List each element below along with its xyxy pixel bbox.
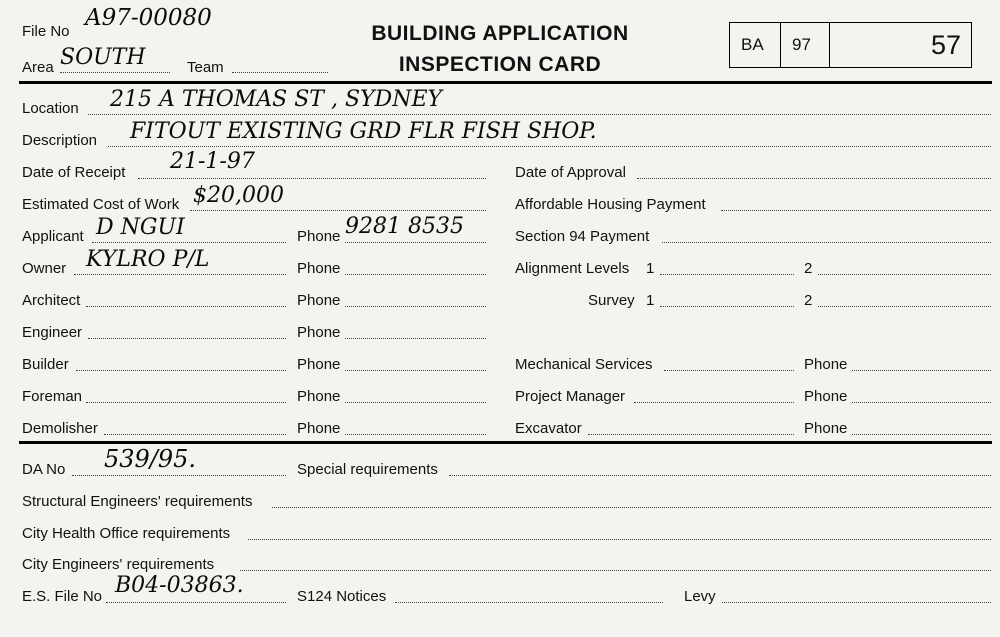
card-title-line2: INSPECTION CARD [398,53,602,76]
pm-phone-line [852,402,991,403]
da-line [72,475,286,476]
pm-phone-label: Phone [804,388,848,405]
applicant-phone-value: 9281 8535 [345,214,464,239]
cost-label: Estimated Cost of Work [22,196,180,213]
excavator-label: Excavator [515,420,582,437]
da-label: DA No [22,461,66,478]
card-number: 57 [930,30,961,60]
survey-2-line [818,306,991,307]
owner-phone-line [345,274,486,275]
location-line [88,114,991,115]
receipt-line [138,178,486,179]
mech-phone-label: Phone [804,356,848,373]
description-line [108,146,991,147]
excavator-phone-label: Phone [804,420,848,437]
builder-phone-label: Phone [297,356,341,373]
survey-1-label: 1 [646,292,655,309]
file-no-label: File No [22,23,70,40]
area-line [60,72,170,73]
pm-label: Project Manager [515,388,626,405]
survey-1-line [660,306,794,307]
cost-line [190,210,486,211]
es-line [106,602,286,603]
builder-phone-line [345,370,486,371]
levy-label: Levy [684,588,716,605]
approval-line [637,178,991,179]
city-eng-label: City Engineers' requirements [22,556,215,573]
mech-label: Mechanical Services [515,356,653,373]
engineer-phone-label: Phone [297,324,341,341]
header-divider [19,81,992,84]
area-value: SOUTH [60,45,146,70]
affordable-line [721,210,991,211]
location-label: Location [22,100,79,117]
s94-line [662,242,991,243]
s124-label: S124 Notices [297,588,387,605]
health-line [248,539,991,540]
builder-line [76,370,286,371]
team-label: Team [187,59,224,76]
cost-value: $20,000 [193,183,284,208]
applicant-label: Applicant [22,228,84,245]
footer-divider [19,441,992,444]
demolisher-label: Demolisher [22,420,98,437]
applicant-phone-label: Phone [297,228,341,245]
alignment-label: Alignment Levels [515,260,630,277]
owner-label: Owner [22,260,67,277]
architect-phone-line [345,306,486,307]
special-label: Special requirements [297,461,438,478]
year-box [779,22,830,68]
survey-2-label: 2 [804,292,813,309]
mech-line [664,370,794,371]
da-value: 539/95. [104,445,197,473]
applicant-phone-line [345,242,486,243]
demolisher-phone-label: Phone [297,420,341,437]
pm-line [634,402,794,403]
description-value: FITOUT EXISTING GRD FLR FISH SHOP. [130,119,597,144]
ba-label: BA [741,35,764,54]
year-value: 97 [792,35,811,54]
builder-label: Builder [22,356,69,373]
area-label: Area [22,59,54,76]
foreman-phone-line [345,402,486,403]
receipt-label: Date of Receipt [22,164,126,181]
alignment-1-line [660,274,794,275]
engineer-label: Engineer [22,324,83,341]
approval-label: Date of Approval [515,164,626,181]
alignment-2-line [818,274,991,275]
es-value: B04-03863. [115,573,244,598]
s94-label: Section 94 Payment [515,228,650,245]
file-no-value: A97-00080 [85,5,212,31]
structural-line [272,507,991,508]
description-label: Description [22,132,98,149]
owner-phone-label: Phone [297,260,341,277]
excavator-line [588,434,794,435]
s124-line [395,602,663,603]
foreman-line [86,402,286,403]
receipt-value: 21-1-97 [170,149,255,174]
architect-label: Architect [22,292,81,309]
applicant-line [92,242,286,243]
foreman-label: Foreman [22,388,83,405]
city-eng-line [240,570,991,571]
es-label: E.S. File No [22,588,103,605]
affordable-label: Affordable Housing Payment [515,196,706,213]
structural-label: Structural Engineers' requirements [22,493,253,510]
levy-line [722,602,991,603]
alignment-1-label: 1 [646,260,655,277]
team-line [232,72,328,73]
foreman-phone-label: Phone [297,388,341,405]
owner-line [74,274,286,275]
mech-phone-line [852,370,991,371]
excavator-phone-line [852,434,991,435]
owner-value: KYLRO P/L [86,247,210,272]
engineer-phone-line [345,338,486,339]
alignment-2-label: 2 [804,260,813,277]
ba-box [729,22,781,68]
location-value: 215 A THOMAS ST , SYDNEY [110,87,443,112]
engineer-line [88,338,286,339]
special-line [449,475,991,476]
applicant-value: D NGUI [96,215,185,240]
number-box [829,22,972,68]
architect-phone-label: Phone [297,292,341,309]
survey-label: Survey [588,292,635,309]
card-title-line1: BUILDING APPLICATION [371,22,629,45]
architect-line [86,306,286,307]
demolisher-phone-line [345,434,486,435]
demolisher-line [104,434,286,435]
health-label: City Health Office requirements [22,525,231,542]
